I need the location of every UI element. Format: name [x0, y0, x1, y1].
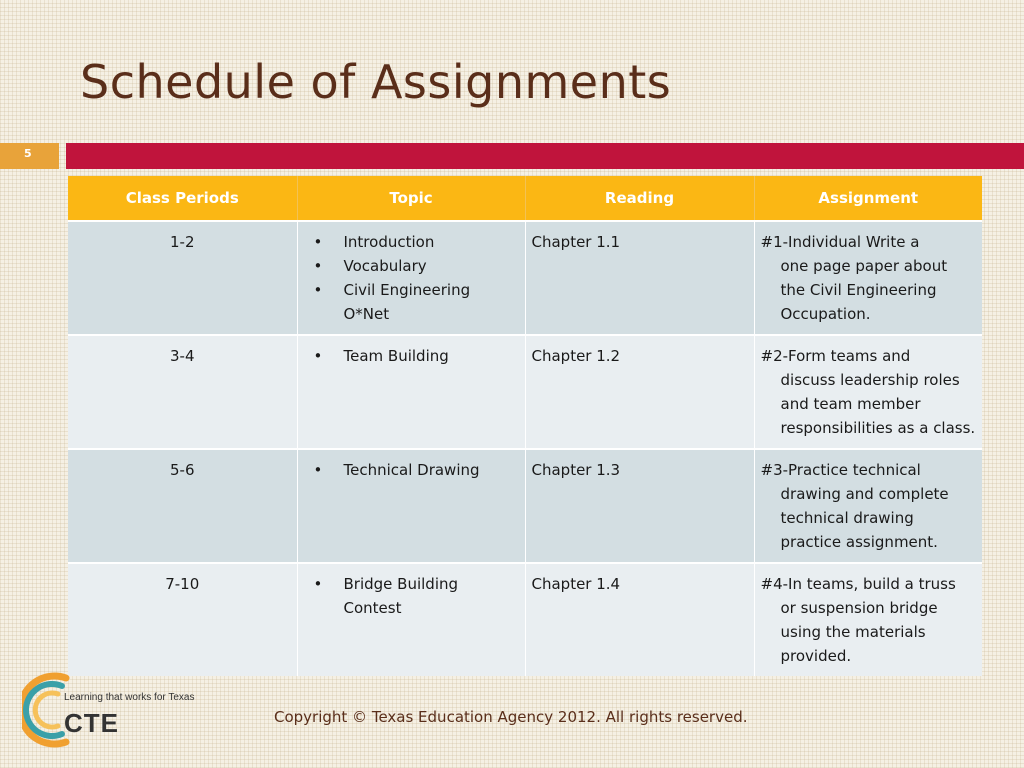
topic-cell [297, 335, 525, 449]
topic-item: • Civil Engineering [304, 278, 519, 302]
period-cell: 1-2 [68, 221, 297, 335]
assignment-cell [754, 221, 982, 335]
period-cell: 7-10 [68, 563, 297, 676]
assignment-first-line: #1-Individual Write a [760, 233, 920, 251]
assignment-first-line: #4-In teams, build a truss [760, 575, 956, 593]
assignment-first-line: #3-Practice technical [760, 461, 921, 479]
table-row [68, 563, 982, 676]
topic-item: • Introduction [304, 230, 519, 254]
table-row [68, 449, 982, 563]
header-topic: Topic [297, 176, 525, 221]
assignment-cell [754, 335, 982, 449]
reading-cell: Chapter 1.2 [525, 335, 754, 449]
table-row [68, 221, 982, 335]
topic-list [304, 572, 519, 596]
topic-list [304, 458, 519, 482]
topic-item: • Team Building [304, 344, 519, 368]
assignment-rest: discuss leadership roles and team member responsibilities as a class. [780, 371, 976, 437]
assignment-cell [754, 449, 982, 563]
assignment-rest: or suspension bridge using the materials provided. [780, 599, 938, 665]
assignment-cell [754, 563, 982, 676]
assignment-rest: one page paper about the Civil Engineering Occupation. [780, 257, 948, 323]
header-class-periods: Class Periods [68, 176, 297, 221]
reading-cell: Chapter 1.3 [525, 449, 754, 563]
topic-item: • Bridge Building [304, 572, 519, 596]
topic-cell [297, 449, 525, 563]
title-divider-bar [66, 143, 1024, 169]
topic-item: • Technical Drawing [304, 458, 519, 482]
slide-number-badge [0, 143, 59, 169]
period-cell: 3-4 [68, 335, 297, 449]
topic-cell [297, 563, 525, 676]
topic-list [304, 230, 519, 302]
logo-tagline: Learning that works for Texas [64, 692, 195, 703]
topic-item: • Vocabulary [304, 254, 519, 278]
header-reading: Reading [525, 176, 754, 221]
topic-continuation: O*Net [343, 305, 390, 323]
reading-cell: Chapter 1.1 [525, 221, 754, 335]
topic-list [304, 344, 519, 368]
slide-number: 5 [24, 147, 32, 160]
assignment-rest: drawing and complete technical drawing practice assignment. [780, 485, 949, 551]
reading-cell: Chapter 1.4 [525, 563, 754, 676]
cte-logo-icon [22, 672, 222, 748]
slide-title: Schedule of Assignments [80, 55, 672, 109]
assignments-table [68, 176, 982, 676]
copyright-notice: Copyright © Texas Education Agency 2012. All rights reserved. [274, 708, 748, 726]
header-assignment: Assignment [754, 176, 982, 221]
topic-cell [297, 221, 525, 335]
table-header-row [68, 176, 982, 221]
assignment-first-line: #2-Form teams and [760, 347, 911, 365]
topic-continuation: Contest [343, 599, 402, 617]
table-row [68, 335, 982, 449]
period-cell: 5-6 [68, 449, 297, 563]
logo-text: CTE [64, 708, 119, 738]
